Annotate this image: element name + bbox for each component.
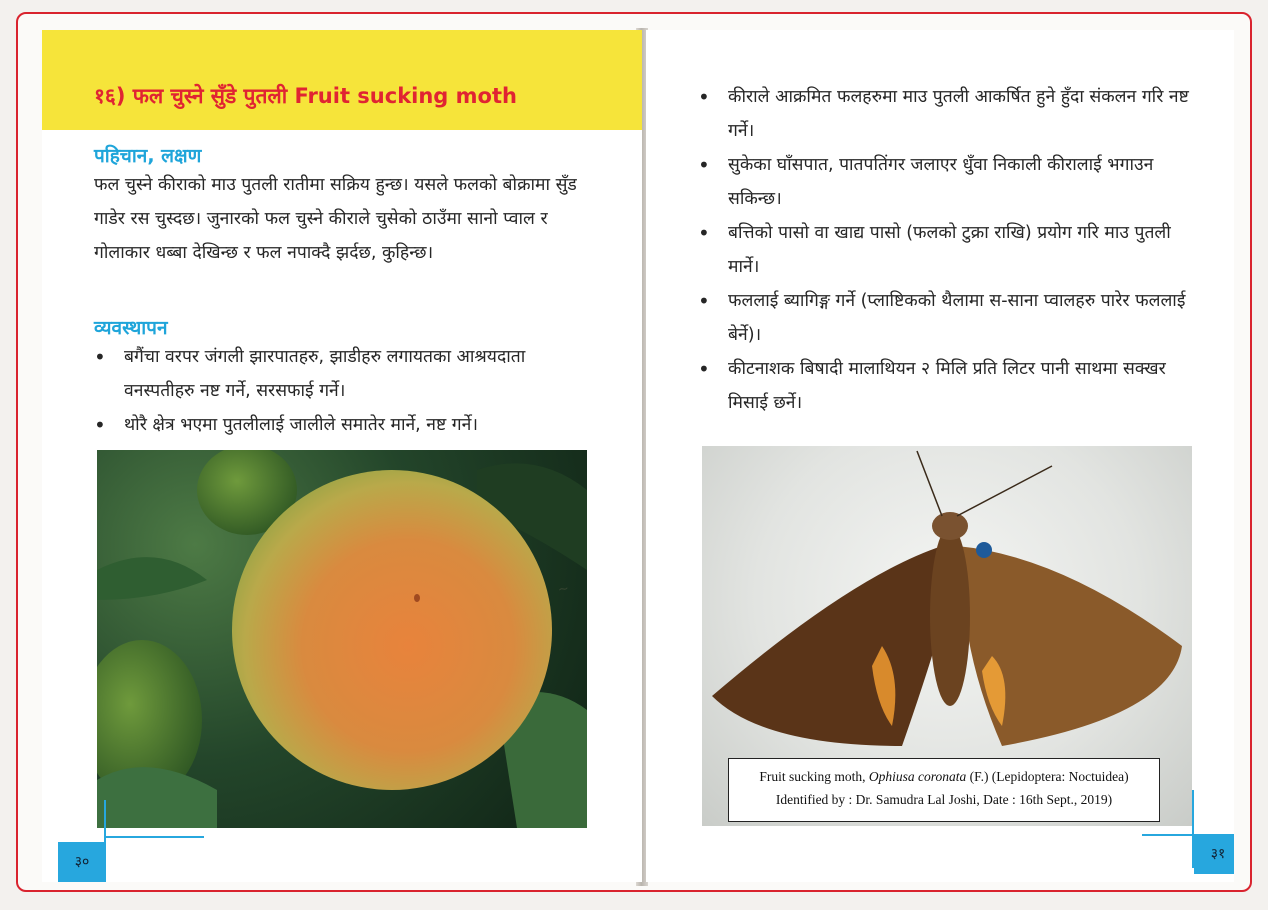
list-item: • कीराले आक्रमित फलहरुमा माउ पुतली आकर्षित हुने हुँदा संकलन गरि नष्ट गर्ने। <box>698 80 1194 148</box>
list-item: • कीटनाशक बिषादी मालाथियन २ मिलि प्रति लिटर पानी साथमा सक्खर मिसाई छर्ने। <box>698 352 1194 420</box>
species-name: Ophiusa coronata <box>868 769 967 784</box>
bullet-icon: • <box>698 289 710 313</box>
management-list-continued <box>698 80 1194 420</box>
management-list <box>94 340 590 442</box>
page-number-left: ३० <box>58 842 106 882</box>
list-item: • बत्तिको पासो वा खाद्य पासो (फलको टुक्रा राखि) प्रयोग गरि माउ पुतली मार्ने। <box>698 216 1194 284</box>
corner-line-horizontal <box>104 836 204 838</box>
faint-watermark: ~ <box>557 581 570 598</box>
title-band <box>42 30 642 130</box>
photo-caption <box>728 758 1160 822</box>
bullet-icon: • <box>698 357 710 381</box>
identification-paragraph: फल चुस्ने कीराको माउ पुतली रातीमा सक्रिय हुन्छ। यसले फलको बोक्रामा सुँड गाडेर रस चुस्दछ। जुनारको फल चुस्ने कीराले चुसेको ठाउँमा सानो प्वाल र गोलाकार धब्बा देखिन्छ र फल नपाक्दै झर्दछ, कुहिन्छ। <box>94 175 577 263</box>
management-heading: व्यवस्थापन <box>94 317 168 339</box>
identification-heading: पहिचान, लक्षण <box>94 145 202 167</box>
section-title: १६) फल चुस्ने सुँडे पुतली Fruit sucking moth <box>94 84 517 108</box>
right-page <box>646 30 1234 882</box>
orange-fruit-illustration <box>97 450 587 828</box>
bullet-icon: • <box>94 345 106 369</box>
bullet-icon: • <box>94 413 106 437</box>
page-number-right: ३१ <box>1194 834 1234 874</box>
caption-line-2: Identified by : Dr. Samudra Lal Joshi, Date : 16th Sept., 2019) <box>775 792 1113 807</box>
list-item: • बगैंचा वरपर जंगली झारपातहरु, झाडीहरु लगायतका आश्रयदाता वनस्पतीहरु नष्ट गर्ने, सरसफाई गर्ने। <box>94 340 590 408</box>
left-page <box>42 30 642 882</box>
bullet-icon: • <box>698 153 710 177</box>
scan-frame <box>16 12 1252 892</box>
list-item: • फललाई ब्यागिङ्ग गर्ने (प्लाष्टिकको थैलामा स-साना प्वालहरु पारेर फललाई बेर्ने)। <box>698 284 1194 352</box>
list-item: • सुकेका घाँसपात, पातपतिंगर जलाएर धुँवा निकाली कीरालाई भगाउन सकिन्छ। <box>698 148 1194 216</box>
corner-line-horizontal <box>1142 834 1194 836</box>
moth-photo <box>702 446 1192 826</box>
list-item: • थोरै क्षेत्र भएमा पुतलीलाई जालीले समातेर मार्ने, नष्ट गर्ने। <box>94 408 590 442</box>
bullet-icon: • <box>698 221 710 245</box>
bullet-icon: • <box>698 85 710 109</box>
caption-line-1: Fruit sucking moth, Ophiusa coronata (F.) (Lepidoptera: Noctuidea) <box>759 769 1129 784</box>
orange-fruit-photo <box>97 450 587 828</box>
